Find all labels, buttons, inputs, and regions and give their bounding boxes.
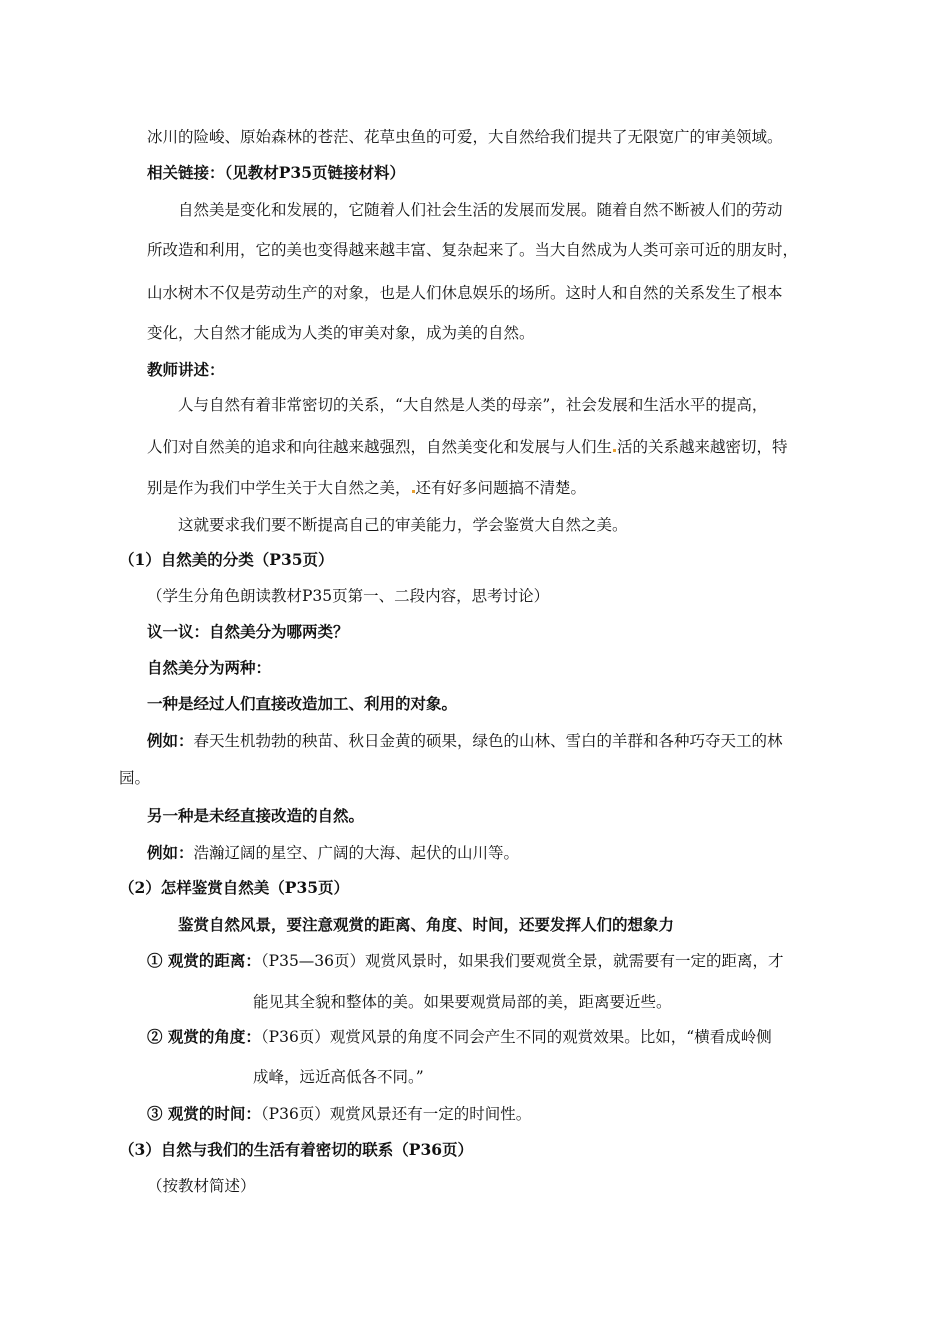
text-segment: 人们对自然美的追求和向往越来越强烈，自然美变化和发展与人们生 (147, 438, 613, 456)
paragraph-line: 成峰，远近高低各不同。” (253, 1068, 424, 1086)
text-segment: 还有好多问题搞不清楚。 (415, 479, 587, 497)
section-heading-3: （3）自然与我们的生活有着密切的联系（P36页） (119, 1140, 474, 1159)
bold-line: 另一种是未经直接改造的自然。 (147, 806, 365, 825)
item-label: ① 观赏的距离： (147, 951, 261, 970)
section-heading-2: （2）怎样鉴赏自然美（P35页） (119, 878, 350, 897)
paragraph-line: 自然美是变化和发展的，它随着人们社会生活的发展而发展。随着自然不断被人们的劳动 (178, 201, 783, 219)
discussion-question: 议一议：自然美分为哪两类？ (147, 622, 349, 641)
viewing-distance-line (147, 951, 784, 971)
paragraph-line: 山水树木不仅是劳动生产的对象，也是人们休息娱乐的场所。这时人和自然的关系发生了根本 (147, 284, 783, 302)
text-segment: （P35—36页）观赏风景时，如果我们要观赏全景，就需要有一定的距离，才 (260, 952, 784, 970)
bold-line: 鉴赏自然风景，要注意观赏的距离、角度、时间，还要发挥人们的想象力 (178, 915, 675, 934)
text-segment: （P36页）观赏风景的角度不同会产生不同的观赏效果。比如，“横看成岭侧 (260, 1028, 772, 1046)
paragraph-line: 能见其全貌和整体的美。如果要观赏局部的美，距离要近些。 (253, 993, 672, 1011)
teacher-heading: 教师讲述： (147, 360, 225, 379)
viewing-time-line (147, 1104, 531, 1124)
paragraph-line: 园。 (119, 769, 151, 787)
paragraph-line: 所改造和利用，它的美也变得越来越丰富、复杂起来了。当大自然成为人类可亲可近的朋友时， (147, 241, 799, 259)
viewing-angle-line (147, 1027, 772, 1047)
paragraph-line: 这就要求我们要不断提高自己的审美能力，学会鉴赏大自然之美。 (178, 516, 628, 534)
paragraph-line: 变化，大自然才能成为人类的审美对象，成为美的自然。 (147, 324, 535, 342)
paragraph-line (147, 478, 586, 498)
mark-dot (613, 449, 616, 452)
text-segment: （P36页）观赏风景还有一定的时间性。 (260, 1105, 532, 1123)
section-heading-1: （1）自然美的分类（P35页） (119, 550, 334, 569)
example-label: 例如： (147, 731, 194, 750)
paragraph-line: 人与自然有着非常密切的关系，“大自然是人类的母亲”，社会发展和生活水平的提高， (178, 396, 768, 414)
example-label: 例如： (147, 843, 194, 862)
related-link-heading: 相关链接：（见教材P35页链接材料） (147, 163, 405, 182)
example-line (147, 843, 519, 863)
paragraph-line (147, 437, 788, 457)
bold-line: 自然美分为两种： (147, 658, 272, 677)
item-label: ② 观赏的角度： (147, 1027, 261, 1046)
text-segment: 浩瀚辽阔的星空、广阔的大海、起伏的山川等。 (193, 844, 520, 862)
instruction-line: （按教材简述） (147, 1177, 256, 1195)
instruction-line: （学生分角色朗读教材P35页第一、二段内容，思考讨论） (147, 587, 550, 605)
text-segment: 活的关系越来越密切，特 (617, 438, 788, 456)
text-segment: 春天生机勃勃的秧苗、秋日金黄的硕果，绿色的山林、雪白的羊群和各种巧夺天工的林 (193, 732, 783, 750)
item-label: ③ 观赏的时间： (147, 1104, 261, 1123)
bold-line: 一种是经过人们直接改造加工、利用的对象。 (147, 694, 458, 713)
text-segment: 别是作为我们中学生关于大自然之美， (147, 479, 411, 497)
example-line (147, 731, 783, 751)
mark-dot (412, 490, 415, 493)
paragraph-line: 冰川的险峻、原始森林的苍茫、花草虫鱼的可爱，大自然给我们提共了无限宽广的审美领域。 (147, 128, 783, 146)
